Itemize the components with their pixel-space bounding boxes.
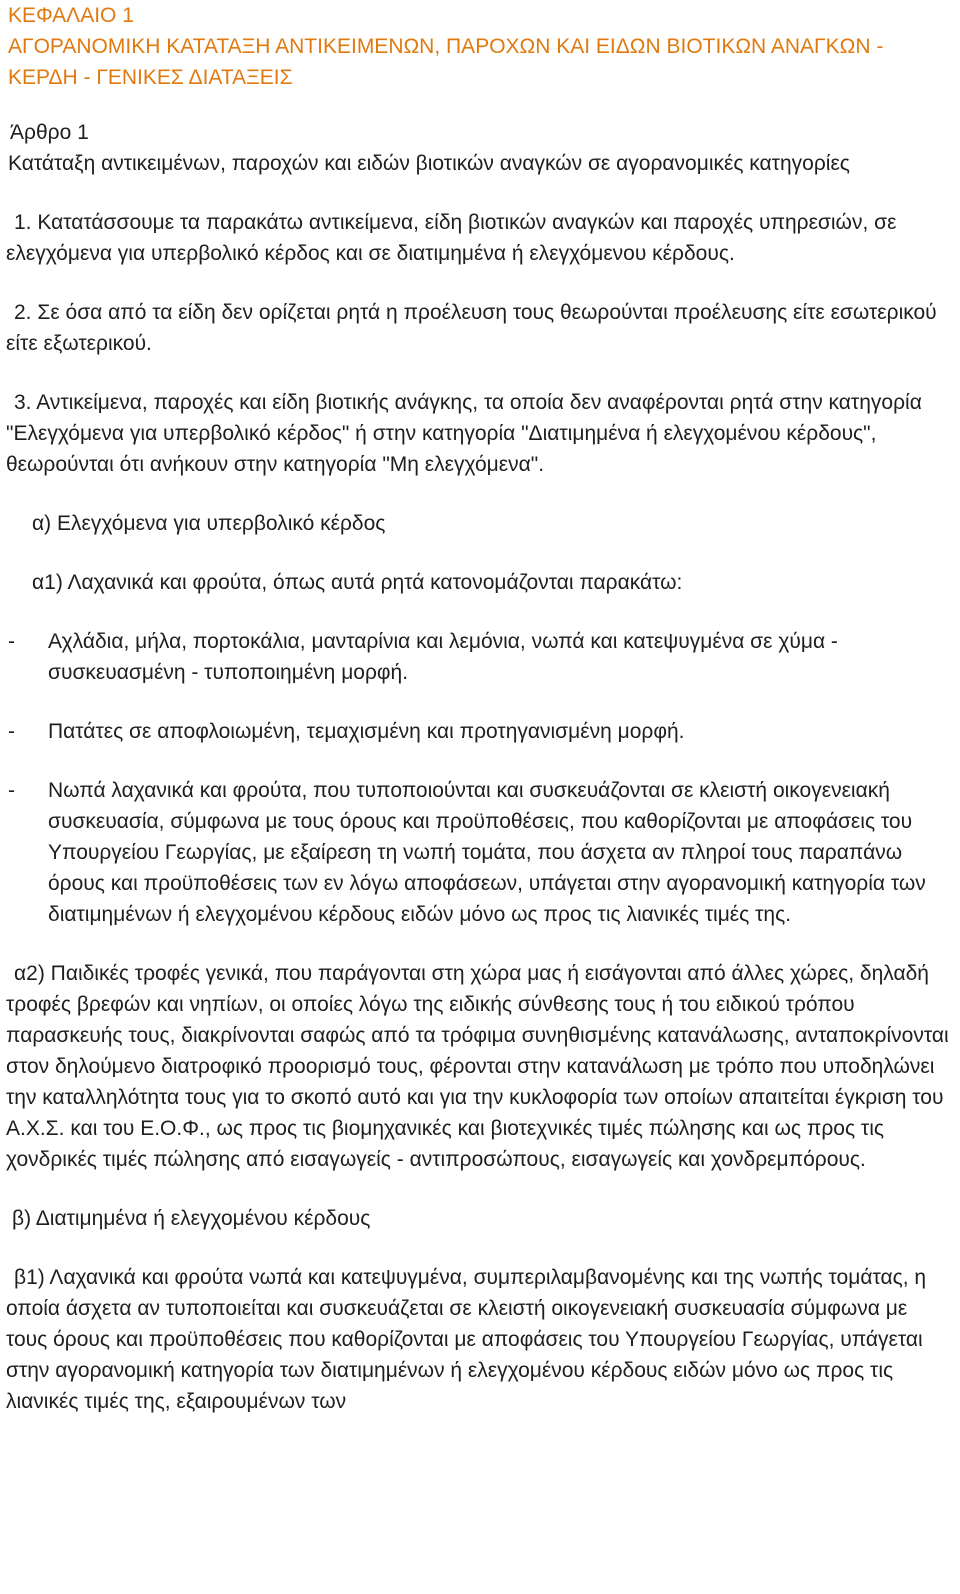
section-a1-heading: α1) Λαχανικά και φρούτα, όπως αυτά ρητά κατονομάζονται παρακάτω: (32, 571, 683, 594)
paragraph-1: 1. Κατατάσσουμε τα παρακάτω αντικείμενα, είδη βιοτικών αναγκών και παροχές υπηρεσιών, σε ελεγχόμενα για υπερβολικό κέρδος και σε διατιμημένα ή ελεγχόμενου κέρδους. (6, 211, 897, 265)
list-item (0, 716, 960, 747)
bullet-dash: - (8, 720, 15, 743)
section-b1-paragraph: β1) Λαχανικά και φρούτα νωπά και κατεψυγμένα, συμπεριλαμβανομένης και της νωπής τομάτας, η οποία άσχετα αν τυποποιείται και συσκευάζεται σε κλειστή οικογενειακή συσκευασία σύμφωνα με τους όρους και προϋποθέσεις που καθορίζονται με αποφάσεις του Υπουργείου Γεωργίας, υπάγεται στην αγορανομική κατηγορία των διατιμημένων ή ελεγχομένου κέρδους ειδών μόνο ως προς τις λιανικές τιμές της, εξαιρουμένων των (6, 1266, 927, 1413)
list-item (0, 626, 960, 688)
bullet-dash: - (8, 630, 15, 653)
section-a-heading: α) Ελεγχόμενα για υπερβολικό κέρδος (32, 512, 386, 535)
chapter-title: ΑΓΟΡΑΝΟΜΙΚΗ ΚΑΤΑΤΑΞΗ ΑΝΤΙΚΕΙΜΕΝΩΝ, ΠΑΡΟΧΩΝ ΚΑΙ ΕΙΔΩΝ ΒΙΟΤΙΚΩΝ ΑΝΑΓΚΩΝ - ΚΕΡΔΗ - ΓΕΝΙΚΕΣ ΔΙΑΤΑΞΕΙΣ (8, 35, 884, 89)
chapter-label: ΚΕΦΑΛΑΙΟ 1 (8, 4, 134, 27)
article-number: Άρθρο 1 (10, 121, 89, 144)
list-item-text: Πατάτες σε αποφλοιωμένη, τεμαχισμένη και προτηγανισμένη μορφή. (48, 720, 685, 743)
list-item-text: Αχλάδια, μήλα, πορτοκάλια, μανταρίνια και λεμόνια, νωπά και κατεψυγμένα σε χύμα - συσκευασμένη - τυποποιημένη μορφή. (48, 630, 838, 684)
section-b-heading: β) Διατιμημένα ή ελεγχομένου κέρδους (12, 1207, 371, 1230)
list-item-text: Νωπά λαχανικά και φρούτα, που τυποποιούνται και συσκευάζονται σε κλειστή οικογενειακή συσκευασία, σύμφωνα με τους όρους και προϋποθέσεις, που καθορίζονται με αποφάσεις του Υπουργείου Γεωργίας, με εξαίρεση τη νωπή τομάτα, που άσχετα αν πληροί τους παραπάνω όρους και προϋποθέσεις των εν λόγω αποφάσεων, υπάγεται στην αγορανομική κατηγορία των διατιμημένων ή ελεγχομένου κέρδους ειδών μόνο ως προς τις λιανικές τιμές της. (48, 779, 926, 926)
paragraph-2: 2. Σε όσα από τα είδη δεν ορίζεται ρητά η προέλευση τους θεωρούνται προέλευσης είτε εσωτερικού είτε εξωτερικού. (6, 301, 937, 355)
paragraph-3: 3. Αντικείμενα, παροχές και είδη βιοτικής ανάγκης, τα οποία δεν αναφέρονται ρητά στην κατηγορία "Ελεγχόμενα για υπερβολικό κέρδος" ή στην κατηγορία "Διατιμημένα ή ελεγχομένου κέρδους", θεωρούνται ότι ανήκουν στην κατηγορία "Μη ελεγχόμενα". (6, 391, 922, 476)
section-a2-paragraph: α2) Παιδικές τροφές γενικά, που παράγονται στη χώρα μας ή εισάγονται από άλλες χώρες, δηλαδή τροφές βρεφών και νηπίων, οι οποίες λόγω της ειδικής σύνθεσης τους ή του ειδικού τρόπου παρασκευής τους, διακρίνονται σαφώς από τα τρόφιμα συνηθισμένης κατανάλωσης, ανταποκρίνονται στον δηλούμενο διατροφικό προορισμό τους, φέρονται στην κατανάλωση με τρόπο που υποδηλώνει την καταλληλότητα τους για το σκοπό αυτό και για την κυκλοφορία των οποίων απαιτείται έγκριση του Α.Χ.Σ. και του Ε.Ο.Φ., ως προς τις βιομηχανικές και βιοτεχνικές τιμές πώλησης και ως προς τις χονδρικές τιμές πώλησης από εισαγωγείς - αντιπροσώπους, εισαγωγείς και χονδρεμπόρους. (6, 962, 949, 1171)
bullet-dash: - (8, 779, 15, 802)
list-item (0, 775, 960, 930)
article-title: Κατάταξη αντικειμένων, παροχών και ειδών βιοτικών αναγκών σε αγορανομικές κατηγορίες (8, 152, 850, 175)
